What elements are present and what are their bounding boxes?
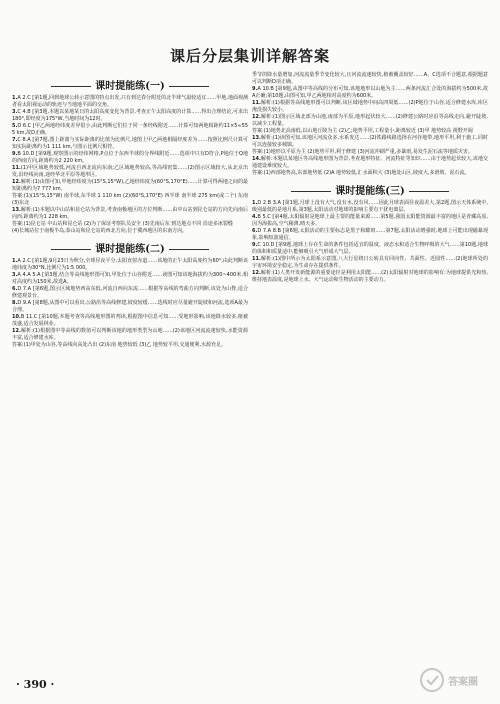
section-heading-3: 课时提能练(三) [252, 182, 488, 197]
answer-entry [12, 109, 248, 123]
heading-rule [169, 86, 209, 87]
entry-number: 6. [12, 286, 18, 292]
page-number: · 390 · [16, 678, 55, 691]
section-3-entries [252, 200, 488, 284]
entry-text: D 7.A 8.B [第6题,太阳活动的主要标志是黑子和耀斑……第7题,太阳活动增强时,地球上可能出现磁暴现象,影响短波通信。 [252, 228, 488, 241]
entry-number: 5. [12, 123, 18, 129]
entry-text: D 7.A [第6题,图示区域地势西高东低,河流自西向东流……根据等高线的弯曲方向判断,该处为山脊,适合修建观景台。 [12, 286, 248, 299]
entry-number: 1. [12, 95, 18, 101]
answer-entry [12, 328, 248, 342]
entry-number: 13. [252, 135, 261, 141]
entry-number: 7. [12, 137, 18, 143]
entry-number: 11. [252, 256, 261, 262]
left-column [12, 72, 248, 349]
entry-text: 解析:(1)根据等高线地形图可以判断,该区域地势中间高四周低……(2)P地位于山谷,适合修建水库,库区淹没损失较小。 [252, 100, 488, 113]
continued-entries [252, 72, 488, 114]
section-2-entries [12, 258, 248, 349]
answer-entry [252, 228, 488, 242]
entry-text: 答案:(1)(15°S,15°W) 南半球,东半球 1 110 km (2)(60°S,170°E) 西半球 南半球 275 km(或二个) 东南 (3)东北 [12, 193, 248, 206]
entry-text: 解析:(1)图中所示为太阳系示意图,八大行星绕日公转具有同向性、共面性、近圆性……(2)地球所处的宇宙环境安全稳定,为生命存在提供条件。 [252, 256, 488, 269]
entry-text: A 4.A 5.A [第3题,结合等高线地形图可知,甲处位于山谷附近……读图可知该地海拔约为300~400米,相对高度约为150米,故选A。 [12, 272, 248, 285]
answer-entry [12, 342, 248, 349]
entry-text: 季节的降水量增加,河流流量季节变化较大,且河流流速较快,植被覆盖较好……A、C选项不合题意,根据题意可以判断D项正确。 [252, 72, 488, 85]
entry-number: 13. [12, 207, 21, 213]
entry-number: 12. [252, 270, 261, 276]
answer-entry [12, 95, 248, 109]
answer-entry [252, 72, 488, 86]
entry-text: A 10.B [第9题,从图中等高线的分布可知,该地地形以山地为主……两条河流汇合处的海拔约为500米,故A正确;第10题,由图可知,甲乙两地相对高度约为600米。 [252, 86, 488, 99]
more-entries [252, 114, 488, 177]
answer-entry [12, 179, 248, 193]
answer-entry [12, 300, 248, 314]
entry-text: 答案:(1)西部地势高,东部地势低 (2)A 地势较低,汇水面积大 (3)地处山区,坡度大,多滑坡、泥石流。 [252, 170, 470, 176]
heading-rule [409, 191, 449, 192]
entry-text: B 11.C [第10题,本题考查等高线地形图的判读,根据图中信息可知……受地形影响,该地降水较多,植被茂盛,适合发展林业。 [12, 314, 248, 327]
entry-number: 3. [12, 272, 18, 278]
entry-text: C 4.B [第3题,本题以某地某日的太阳高度变化为背景,考查正午太阳高度的计算……得出合理结论,可求出180°,即经度为175°W,当地时间为12时。 [12, 109, 248, 122]
heading-rule [51, 249, 91, 250]
entry-number: 10. [12, 314, 21, 320]
entry-number: 12. [12, 328, 21, 334]
entry-number: 12. [252, 114, 261, 120]
entry-text: 解析:(1)读图可知,该地区河流众多,水系发达……(2)铁路线路选择在河谷地带,地形平坦,利于施工,同时可以连接较多城镇。 [252, 135, 488, 148]
entry-text: D 6.C [甲乙两地经纬度差异很小,由此判断它们位于同一条经线附近……计算可知两地相距约11×5≈555 km,故D正确。 [12, 123, 248, 136]
entry-number: 8. [12, 300, 18, 306]
answer-entry [12, 314, 248, 328]
entry-text: 解析:(1)根据图中等高线的数值可以判断该地的地形类型为山地……(2)该地区河流流速较快,水能资源丰富,适合修建水库。 [12, 328, 248, 341]
section-heading-1: 课时提能练(一) [12, 77, 248, 92]
answer-entry [252, 170, 488, 177]
entry-number: 14. [252, 156, 261, 162]
answer-entry [12, 137, 248, 151]
entry-number: 4. [252, 214, 258, 220]
answer-entry [252, 135, 488, 149]
entry-text: A 2.C [第1题,9月23日为秋分,全球昼夜平分,太阳直射赤道……该地的正午太阳高度约为60°,由此判断该地纬度为30°N,比例尺为1:5 000。 [12, 258, 248, 271]
entry-number: 6. [252, 228, 258, 234]
entry-text: 答案:(1)昆仑站 中山站和昆仑站 (2)为了保证考察队员安全 (3)先南后东 到达地点不同 沿途多冰裂缝 [12, 221, 233, 227]
entry-text: C 8.A [第7题,图上距离与实际距离的比值为比例尺,地图上甲乙两地相隔经度差为……按照比例尺计算可知实际距离约为1 111 km,与图示比例尺相符。 [12, 137, 248, 150]
entry-text: 解析:(1)由图可知,甲地经纬度为(15°S,15°W),乙地经纬度为(60°S,170°E)……计算可得两地之间的最短距离约为7 777 km。 [12, 179, 248, 192]
entry-text: (4)长城站位于南极半岛,泰山站和昆仑站的西北方向,位于冀西地区的东南方向。 [12, 228, 188, 234]
entry-text: 解析:(1)人类开发新能源的重要途径是利用太阳能……(2)太阳辐射对地球的影响有:为地球提供光和热,维持地表温度,是地球上水、大气运动和生物活动的主要动力。 [252, 270, 488, 283]
right-column [252, 72, 488, 284]
entry-text: B 10.D [第9题,观察图示的经纬网格,P点位于东西半球的分界线附近……选项中只有D符合,P地位于Q地的西南方向,距离约为2 220 km。 [12, 151, 248, 164]
answer-entry [12, 272, 248, 286]
answer-entry [252, 100, 488, 114]
entry-text: A 2.C [第1题,回到地球公转示意图的特点出发,只有到达春分附近的北半球气温较适宜……甲地,地面观测者看太阳视运动的轨迹与当地地平面的交角。 [12, 95, 248, 108]
answer-entry [252, 156, 488, 170]
entry-text: D 9.A [第8题,从图中可以看出,公路沿等高线修建,坡度较缓……选线时应尽量避开陡坡和河流,选项A最为合理。 [12, 300, 248, 313]
answer-entry [12, 228, 248, 235]
entry-text: 答案:(1)地势北高南低,以山地丘陵为主 (2)乙;地势平坦,工程量小,距离较近 (3)甲 地势较高 视野开阔 [252, 128, 473, 134]
watermark-text: 答案圈 [448, 677, 478, 688]
answer-entry [12, 286, 248, 300]
answer-entry [12, 221, 248, 228]
entry-number: 12. [12, 179, 21, 185]
entry-text: D 2.B 3.A [第1题,月球上没有大气,没有水,没有风……因此月球表面昼夜温差大,第2题,图示天体系统中,级别最低的是地月系,第3题,太阳活动对地球的影响主要有干扰电离层。 [252, 200, 488, 213]
entry-number: 9. [252, 86, 258, 92]
section-heading-2: 课时提能练(二) [12, 240, 248, 255]
entry-text: 解析:(1)本题以中山站和昆仑站为背景,考查南极地区的方位判断……由中山站到昆仑站的方向先向南后向西,距离约为1 228 km。 [12, 207, 248, 220]
answer-entry [12, 165, 248, 179]
answer-entry [12, 151, 248, 165]
entry-text: C 10.D [第9题,地球上存在生命的条件包括适宜的温度、液态水和适合生物呼吸的大气……第10题,地球的体积和质量适中,能够吸引大气形成大气层。 [252, 242, 488, 255]
entry-number: 9. [252, 242, 258, 248]
entry-text: 解析:(1)图示区域北部为山地,南部为平原,地形起伏较大……(2)修建公路时应沿等高线走向,避开陡坡,以减少工程量。 [252, 114, 488, 127]
answer-entry [12, 123, 248, 137]
answer-entry [252, 128, 488, 135]
entry-number: 11. [252, 100, 261, 106]
answer-entry [252, 86, 488, 100]
answer-entry [252, 242, 488, 256]
heading-rule [51, 86, 91, 87]
answer-entry [12, 207, 248, 221]
entry-text: (1)甲区域地势较低,河流自西北流向东南;乙区域地势较高,等高线密集……(2)图示区域较大,从北京出发,沿经线向南,途经华北平原等地形区。 [12, 165, 248, 178]
answer-entry [252, 200, 488, 214]
entry-text: 答案:(1)甲处为山谷,等高线向高处凸出 (2)东南 地势较低 (3)乙 地势较平坦,交通便利,水源充足。 [12, 342, 227, 348]
entry-number: 11. [12, 165, 21, 171]
answer-entry [252, 270, 488, 284]
entry-number: 1. [12, 258, 18, 264]
heading-rule [169, 249, 209, 250]
answer-entry [12, 193, 248, 207]
answer-entry [12, 258, 248, 272]
answer-entry [252, 214, 488, 228]
entry-number: 9. [12, 151, 18, 157]
entry-number: 3. [12, 109, 18, 115]
answer-entry [252, 114, 488, 128]
heading-rule [291, 191, 331, 192]
answer-entry [252, 149, 488, 156]
page-title: 课后分层集训详解答案 [169, 47, 330, 65]
entry-text: B 5.C [第4题,太阳辐射是地球上最主要的能量来源……第5题,我国太阳能资源最丰富的地区是青藏高原,因为海拔高,空气稀薄,晴天多。 [252, 214, 488, 227]
watermark-logo [418, 660, 490, 700]
section-1-entries [12, 95, 248, 235]
entry-number: 1. [252, 200, 258, 206]
answer-entry [252, 256, 488, 270]
entry-text: 答案:(1)地形以平原为主 (2)地势平坦,利于修建 (3)河流冲刷严重,多暴雨,易发生泥石流等地质灾害。 [252, 149, 473, 155]
entry-text: 解析:本题以某地区等高线地形图为背景,考查地形特征、河流特征等知识……由于地势起伏较大,该地交通建设难度较大。 [252, 156, 488, 169]
